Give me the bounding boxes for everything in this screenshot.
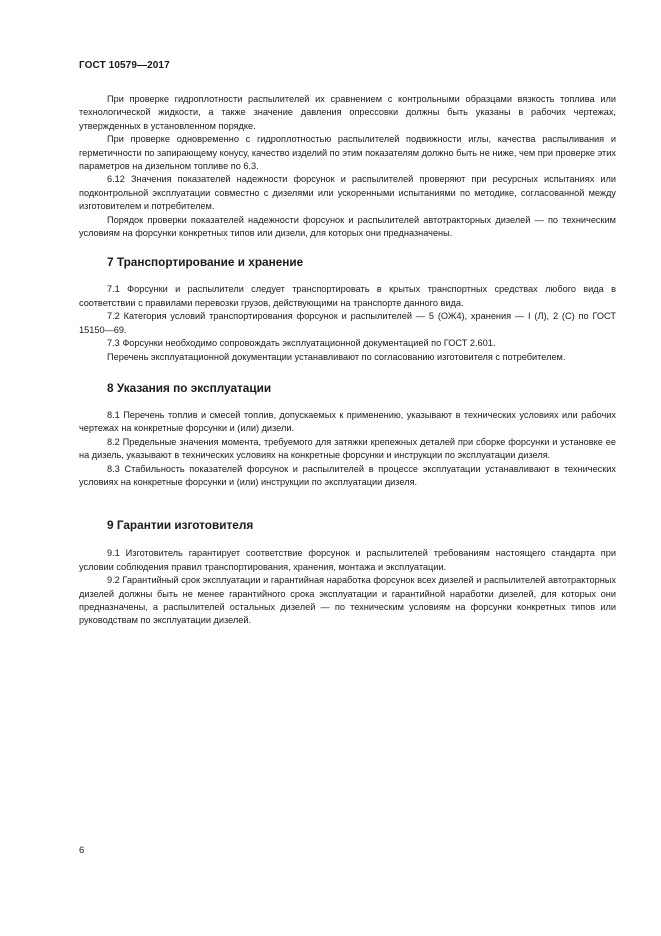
paragraph: 8.3 Стабильность показателей форсунок и распылителей в процессе эксплуатации устанавливают в технических условиях на конкретные форсунки и (или) инструкции по эксплуатации дизеля. (79, 463, 616, 487)
paragraph: 8.2 Предельные значения момента, требуемого для затяжки крепежных деталей при сборке форсунки и установке ее на дизель, указывают в технических условиях на конкретные форсунки и инструкции по эксплуатации дизеля. (79, 436, 616, 461)
document-body (79, 93, 616, 628)
paragraph: 6.12 Значения показателей надежности форсунок и распылителей проверяют при ресурсных испытаниях или подконтрольной эксплуатации совместно с дизелями или ускоренными испытаниями по методике, согласованной между изготовителем и потребителем. (79, 174, 616, 212)
paragraph: При проверке гидроплотности распылителей их сравнением с контрольными образцами вязкость топлива или технологической жидкости, а также значение давления опрессовки должны быть указаны в рабочих чертежах, утвержденных в установленном порядке. (79, 94, 616, 131)
paragraph: Порядок проверки показателей надежности форсунок и распылителей автотракторных дизелей — по техническим условиям на форсунки конкретных типов или дизели, для которых они предназначены. (79, 214, 616, 239)
paragraph: При проверке одновременно с гидроплотностью распылителей подвижности иглы, качества распыливания и герметичности по запирающему конусу, качество изделий по этим показателям должно быть не ниже, чем при проверке этих параметров на дизельном топливе по 6.3. (79, 134, 616, 172)
paragraph: 9.1 Изготовитель гарантирует соответствие форсунок и распылителей требованиям настоящего стандарта при условии соблюдения правил транспортирования, хранения, монтажа и эксплуатации. (79, 548, 616, 572)
paragraph: 7.1 Форсунки и распылители следует транспортировать в крытых транспортных средствах любого вида в соответствии с правилами перевозки грузов, действующими на транспорте данного вида. (79, 284, 616, 308)
document-code-header: ГОСТ 10579—2017 (79, 60, 170, 71)
page-number: 6 (79, 845, 85, 856)
paragraph: 7.3 Форсунки необходимо сопровождать эксплуатационной документацией по ГОСТ 2.601. (107, 338, 496, 349)
paragraph: 8.1 Перечень топлив и смесей топлив, допускаемых к применению, указывают в технических условиях или рабочих чертежах на конкретные форсунки и (или) дизели. (79, 409, 616, 434)
paragraph: Перечень эксплуатационной документации устанавливают по согласованию изготовителя с потребителем. (107, 351, 566, 362)
paragraph: 9.2 Гарантийный срок эксплуатации и гарантийная наработка форсунок всех дизелей и распылителей автотракторных дизелей должны быть не менее гарантийного срока эксплуатации и гарантийной наработки дизелей, для которых они предназначены, а распылителей остальных дизелей — по техническим условиям на форсунки конкретных типов или руководствам по эксплуатации дизелей. (79, 575, 616, 626)
paragraph: 7.2 Категория условий транспортирования форсунок и распылителей — 5 (ОЖ4), хранения — I (Л), 2 (С) по ГОСТ 15150—69. (79, 311, 616, 335)
section-title-operation: 8 Указания по эксплуатации (107, 380, 272, 395)
section-title-warranty: 9 Гарантии изготовителя (107, 518, 254, 533)
section-title-transport: 7 Транспортирование и хранение (107, 255, 304, 270)
